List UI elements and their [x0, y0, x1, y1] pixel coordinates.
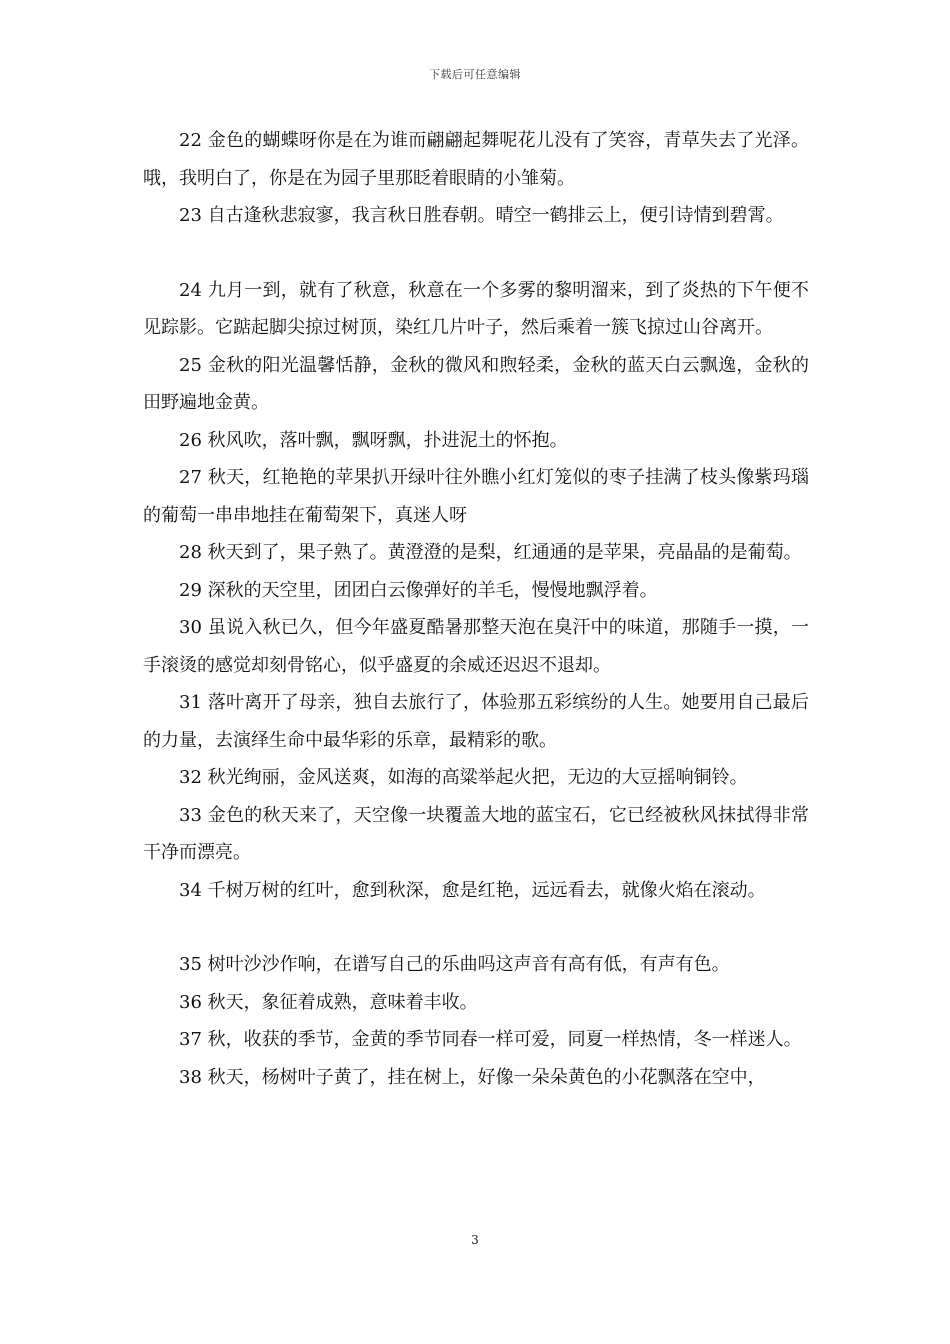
paragraph-26: 26 秋风吹，落叶飘，飘呀飘，扑进泥土的怀抱。 — [179, 429, 568, 451]
paragraph-24: 24 九月一到，就有了秋意，秋意在一个多雾的黎明溜来，到了炎热的下午便不见踪影。它踮起脚尖掠过树顶，染红几片叶子，然后乘着一簇飞掠过山谷离开。 — [143, 279, 809, 338]
paragraph-28: 28 秋天到了，果子熟了。黄澄澄的是梨，红通通的是苹果，亮晶晶的是葡萄。 — [179, 542, 802, 563]
paragraph-37: 37 秋，收获的季节，金黄的季节同春一样可爱，同夏一样热情，冬一样迷人。 — [179, 1029, 802, 1050]
paragraph-27: 27 秋天，红艳艳的苹果扒开绿叶往外瞧小红灯笼似的枣子挂满了枝头像紫玛瑙的葡萄一串串地挂在葡萄架下，真迷人呀 — [143, 467, 809, 526]
paragraph-33: 33 金色的秋天来了，天空像一块覆盖大地的蓝宝石，它已经被秋风抹拭得非常干净而漂亮。 — [143, 804, 809, 863]
paragraph-22: 22 金色的蝴蝶呀你是在为谁而翩翩起舞呢花儿没有了笑容，青草失去了光泽。哦，我明白了，你是在为园子里那眨着眼睛的小雏菊。 — [143, 130, 809, 189]
paragraph-30: 30 虽说入秋已久，但今年盛夏酷暑那整天泡在臭汗中的味道，那随手一摸，一手滚烫的感觉却刻骨铭心，似乎盛夏的余威还迟迟不退却。 — [143, 617, 809, 676]
paragraph-35: 35 树叶沙沙作响，在谱写自己的乐曲吗这声音有高有低，有声有色。 — [179, 954, 730, 975]
paragraph-34: 34 千树万树的红叶，愈到秋深，愈是红艳，远远看去，就像火焰在滚动。 — [179, 879, 766, 901]
paragraph-36: 36 秋天，象征着成熟，意味着丰收。 — [179, 991, 478, 1013]
paragraph-23: 23 自古逢秋悲寂寥，我言秋日胜春朝。晴空一鹤排云上，便引诗情到碧霄。 — [179, 205, 784, 226]
page-header: 下载后可任意编辑 — [429, 68, 521, 81]
paragraph-38: 38 秋天，杨树叶子黄了，挂在树上，好像一朵朵黄色的小花飘落在空中， — [179, 1066, 766, 1088]
paragraph-31: 31 落叶离开了母亲，独自去旅行了，体验那五彩缤纷的人生。她要用自己最后的力量，去演绎生命中最华彩的乐章，最精彩的歌。 — [143, 692, 809, 751]
paragraph-25: 25 金秋的阳光温馨恬静，金秋的微风和煦轻柔，金秋的蓝天白云飘逸，金秋的田野遍地金黄。 — [143, 354, 809, 413]
page-number: 3 — [471, 1233, 479, 1247]
paragraph-32: 32 秋光绚丽，金风送爽，如海的高粱举起火把，无边的大豆摇响铜铃。 — [179, 767, 748, 788]
document-body — [143, 122, 809, 1096]
paragraph-29: 29 深秋的天空里，团团白云像弹好的羊毛，慢慢地飘浮着。 — [179, 579, 658, 601]
